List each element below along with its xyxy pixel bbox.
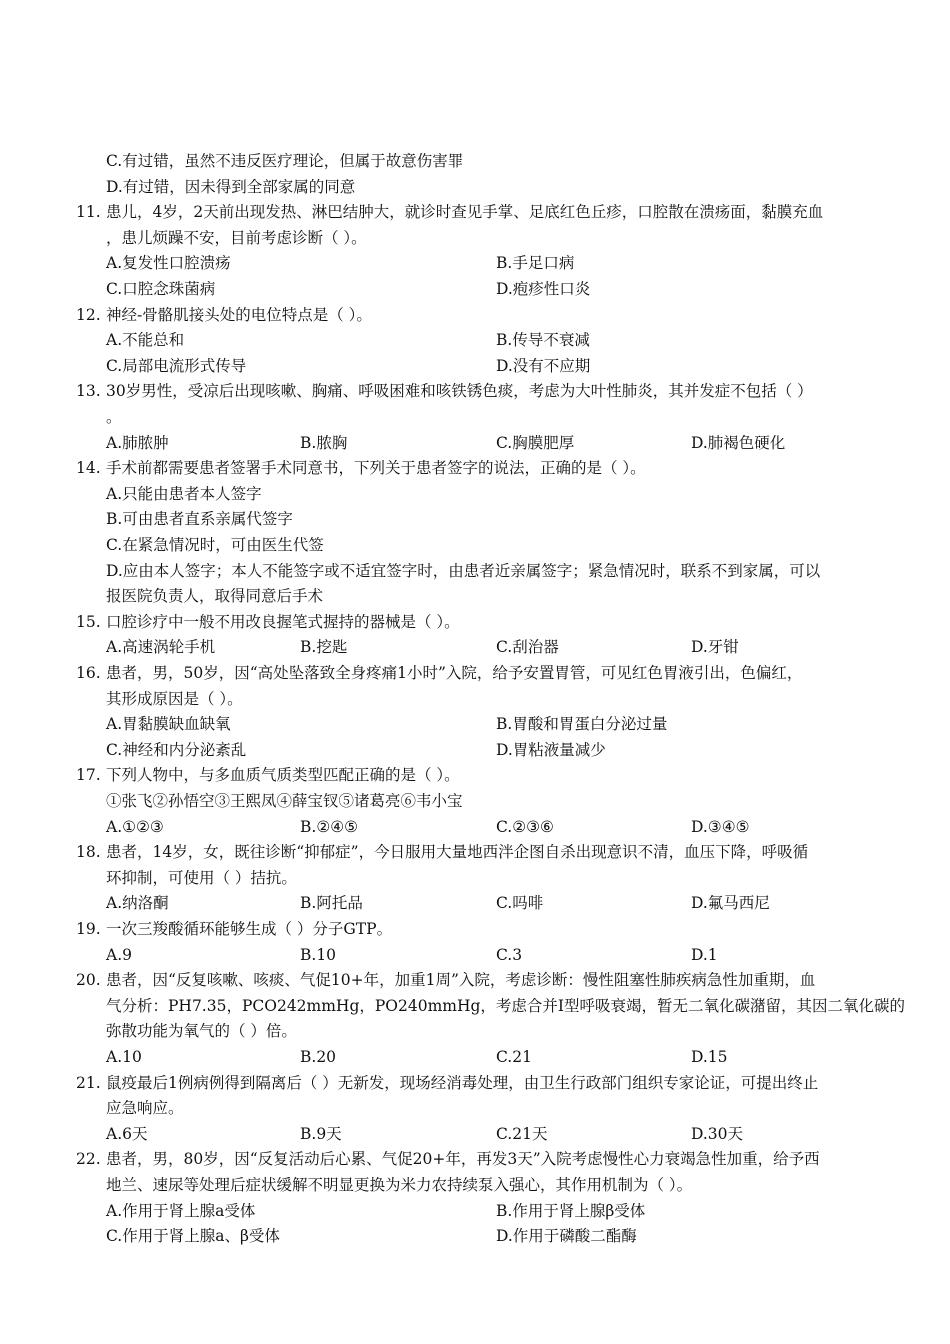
answer-option: C.神经和内分泌紊乱	[106, 740, 247, 759]
answer-option: B.传导不衰减	[496, 331, 590, 350]
text-line: 其形成原因是（ ）。	[106, 689, 243, 708]
question-number: 15.	[76, 612, 101, 631]
answer-option: D.1	[691, 945, 718, 964]
answer-option: B.10	[300, 945, 337, 964]
text-line: 报医院负责人，取得同意后手术	[106, 587, 324, 606]
answer-option: D.15	[691, 1048, 728, 1066]
text-line: 30岁男性，受凉后出现咳嗽、胸痛、呼吸困难和咳铁锈色痰，考虑为大叶性肺炎，其并发症不包括（ ）	[106, 382, 813, 401]
text-line: C.在紧急情况时，可由医生代签	[106, 536, 324, 554]
question-number: 16.	[76, 664, 101, 682]
text-line: 神经-骨骼肌接头处的电位特点是（ ）。	[106, 305, 372, 324]
answer-option: C.21	[496, 1048, 532, 1066]
question-number: 20.	[76, 971, 101, 990]
text-line: 患者，男，50岁，因“高处坠落致全身疼痛1小时”入院，给予安置胃管，可见红色胃液引出，色偏红，	[106, 664, 803, 682]
answer-option: A.复发性口腔溃疡	[106, 254, 231, 273]
question-number: 14.	[76, 459, 101, 478]
question-number: 19.	[76, 920, 101, 938]
answer-option: A.6天	[106, 1124, 148, 1143]
text-line: 弥散功能为氧气的（ ）倍。	[106, 1022, 297, 1041]
answer-option: B.20	[300, 1048, 337, 1066]
text-line: 患者，因“反复咳嗽、咳痰、气促10+年，加重1周”入院，考虑诊断：慢性阻塞性肺疾病急性加重期，血	[106, 971, 816, 990]
answer-option: B.作用于肾上腺β受体	[496, 1201, 646, 1220]
answer-option: C.口腔念珠菌病	[106, 280, 216, 298]
text-line: 地兰、速尿等处理后症状缓解不明显更换为米力农持续泵入强心，其作用机制为（ ）。	[106, 1176, 693, 1194]
answer-option: D.疱疹性口炎	[496, 280, 591, 298]
text-line: D.有过错，因未得到全部家属的同意	[106, 177, 356, 196]
text-line: 鼠疫最后1例病例得到隔离后（ ）无新发，现场经消毒处理，由卫生行政部门组织专家论证，可提出终止	[106, 1073, 819, 1092]
text-line: 应急响应。	[106, 1099, 184, 1118]
answer-option: A.高速涡轮手机	[106, 638, 216, 657]
answer-option: D.作用于磷酸二酯酶	[496, 1227, 637, 1246]
answer-option: D.牙钳	[691, 638, 739, 657]
answer-option: A.胃黏膜缺血缺氧	[106, 715, 231, 734]
text-line: C.有过错，虽然不违反医疗理论，但属于故意伤害罪	[106, 152, 464, 170]
answer-option: C.作用于肾上腺a、β受体	[106, 1227, 280, 1246]
answer-option: C.胸膜肥厚	[496, 433, 575, 452]
answer-option: C.吗啡	[496, 894, 544, 913]
answer-option: B.②④⑤	[300, 817, 359, 836]
text-line: 患者，男，80岁，因“反复活动后心累、气促20+年，再发3天”入院考虑慢性心力衰竭急性加重，给予西	[106, 1150, 820, 1169]
answer-option: B.阿托品	[300, 894, 363, 913]
question-number: 21.	[76, 1073, 101, 1092]
answer-option: B.手足口病	[496, 254, 575, 273]
question-number: 18.	[76, 843, 101, 862]
question-number: 11.	[76, 203, 101, 222]
text-line: ①张飞②孙悟空③王熙凤④薛宝钗⑤诸葛亮⑥韦小宝	[106, 792, 463, 810]
question-number: 22.	[76, 1150, 101, 1169]
answer-option: C.②③⑥	[496, 817, 554, 836]
text-line: 患儿，4岁，2天前出现发热、淋巴结肿大，就诊时查见手掌、足底红色丘疹，口腔散在溃疡面，黏膜充血	[106, 203, 824, 222]
answer-option: A.9	[106, 945, 132, 964]
answer-option: B.胃酸和胃蛋白分泌过量	[496, 715, 668, 734]
answer-option: D.③④⑤	[691, 817, 750, 836]
text-line: 口腔诊疗中一般不用改良握笔式握持的器械是（ ）。	[106, 612, 460, 631]
answer-option: A.10	[106, 1048, 142, 1066]
text-line: 气分析：PH7.35，PCO242mmHg，PO240mmHg，考虑合并I型呼吸衰竭，暂无二氧化碳潴留，其因二氧化碳的	[106, 996, 906, 1015]
answer-option: C.21天	[496, 1124, 548, 1143]
answer-option: A.纳洛酮	[106, 894, 169, 913]
text-line: B.可由患者直系亲属代签字	[106, 510, 293, 529]
text-line: 手术前都需要患者签署手术同意书，下列关于患者签字的说法，正确的是（ ）。	[106, 459, 646, 478]
text-line: 下列人物中，与多血质气质类型匹配正确的是（ ）。	[106, 766, 460, 785]
answer-option: A.肺脓肿	[106, 433, 169, 452]
answer-option: B.脓胸	[300, 433, 348, 452]
text-line: ，患儿烦躁不安，目前考虑诊断（ ）。	[106, 228, 367, 247]
text-line: 环抑制，可使用（ ）拮抗。	[106, 868, 297, 887]
answer-option: C.刮治器	[496, 638, 559, 657]
answer-option: D.30天	[691, 1124, 744, 1143]
answer-option: A.作用于肾上腺a受体	[106, 1201, 256, 1220]
question-number: 13.	[76, 382, 101, 401]
question-number: 17.	[76, 766, 101, 785]
answer-option: D.没有不应期	[496, 356, 591, 375]
answer-option: A.不能总和	[106, 331, 185, 350]
text-line: 患者，14岁，女，既往诊断“抑郁症”，今日服用大量地西泮企图自杀出现意识不清，血压下降，呼吸循	[106, 843, 809, 862]
answer-option: C.局部电流形式传导	[106, 356, 247, 375]
answer-option: D.氟马西尼	[691, 894, 770, 913]
text-line: A.只能由患者本人签字	[106, 484, 262, 503]
answer-option: D.肺褐色硬化	[691, 433, 786, 452]
text-line: 一次三羧酸循环能够生成（ ）分子GTP。	[106, 920, 393, 938]
answer-option: C.3	[496, 945, 523, 964]
question-number: 12.	[76, 305, 101, 324]
text-line: 。	[106, 408, 122, 426]
text-line: D.应由本人签字；本人不能签字或不适宜签字时，由患者近亲属签字；紧急情况时，联系不到家属，可以	[106, 561, 821, 580]
answer-option: A.①②③	[106, 817, 164, 836]
answer-option: D.胃粘液量减少	[496, 740, 606, 759]
answer-option: B.挖匙	[300, 638, 348, 657]
answer-option: B.9天	[300, 1124, 342, 1143]
